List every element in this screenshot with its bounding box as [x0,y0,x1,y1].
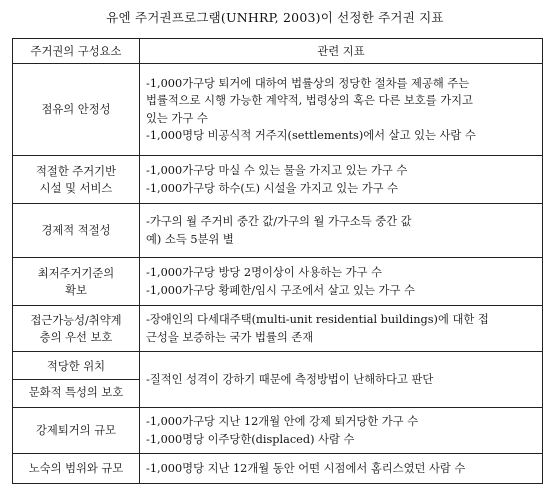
component-cell [13,204,140,258]
component-cell [13,408,140,454]
table-row [13,306,543,352]
indicator-text: -1,000가구당 퇴거에 대하여 법률상의 정당한 절차를 제공해 주는 [146,76,470,90]
component-cell [13,64,140,156]
component-cell [13,352,140,408]
component-text: 최저주거기준의 [37,266,115,280]
component-text: 시설 및 서비스 [39,181,113,195]
indicator-text: -1,000명당 비공식적 거주지(settlements)에서 살고 있는 사람 수 [146,129,476,142]
table-row [13,156,543,204]
component-cell [13,156,140,204]
indicator-text: -1,000가구당 하수(도) 시설을 가지고 있는 가구 수 [146,181,399,195]
indicator-text: -1,000명당 이주당한(displaced) 사람 수 [146,432,355,446]
indicator-text: 있는 가구 수 [146,111,208,125]
indicator-text: -1,000가구당 지난 12개월 안에 강제 퇴거당한 가구 수 [146,415,419,428]
indicator-cell [140,64,543,156]
component-text: 노숙의 범위와 규모 [28,462,124,475]
component-text: 강제퇴거의 규모 [36,424,116,437]
indicator-text: -1,000가구당 마실 수 있는 물을 가지고 있는 가구 수 [146,164,408,177]
indicator-text: 근성을 보증하는 국가 법률의 존재 [146,330,314,344]
header-component: 주거권의 구성요소 [13,39,140,64]
indicator-text: -가구의 월 주거비 중간 값/가구의 월 가구소득 중간 값 [146,215,412,228]
indicator-cell [140,156,543,204]
indicator-cell [140,306,543,352]
indicator-cell [140,408,543,454]
component-text: 접근가능성/취약계 [30,313,122,327]
housing-rights-indicator-table [12,38,543,484]
component-text: 적당한 위치 [46,360,106,373]
indicator-cell [140,258,543,306]
table-row [13,408,543,454]
component-text: 적절한 주거기반 [36,164,116,178]
table-row [13,64,543,156]
indicator-cell [140,204,543,258]
table-row [13,258,543,306]
indicator-text: -장애인의 다세대주택(multi-unit residential buildings)에 대한 접 [146,313,489,326]
component-text: 점유의 안정성 [41,103,111,116]
table-row [13,352,543,408]
indicator-text: -1,000명당 지난 12개월 동안 어떤 시점에서 홈리스였던 사람 수 [146,461,466,475]
table-header-row [13,39,543,64]
component-text: 층의 우선 보호 [39,330,113,344]
table-row [13,204,543,258]
table-title: 유엔 주거권프로그램(UNHRP, 2003)이 선정한 주거권 지표 [106,10,444,25]
table-row [13,454,543,484]
component-cell [13,258,140,306]
indicator-text: 법률적으로 시행 가능한 계약적, 법령상의 혹은 다른 보호를 가지고 [146,94,473,107]
indicator-cell [140,352,543,408]
header-indicators: 관련 지표 [140,39,543,64]
indicator-text: 예) 소득 5분위 별 [146,232,234,246]
component-text: 확보 [65,283,87,297]
indicator-text: -1,000가구당 방당 2명이상이 사용하는 가구 수 [146,266,382,279]
indicator-text: -질적인 성격이 강하기 때문에 측정방법이 난해하다고 판단 [146,372,434,386]
component-text: 경제적 적절성 [41,224,111,237]
component-cell [13,454,140,484]
component-cell [13,306,140,352]
indicator-text: -1,000가구당 황폐한/임시 구조에서 살고 있는 가구 수 [146,283,415,297]
component-text: 문화적 특성의 보호 [13,379,139,405]
indicator-cell [140,454,543,484]
